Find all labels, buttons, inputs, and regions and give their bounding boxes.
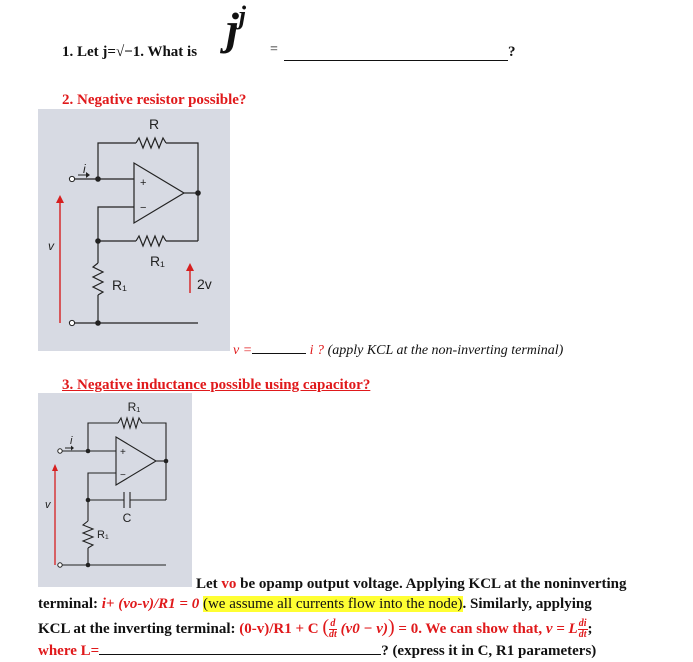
label-r1-left: R₁	[97, 529, 109, 541]
label-c: C	[122, 511, 132, 525]
p1-let: Let	[196, 576, 218, 592]
equals-sign: =	[270, 42, 278, 57]
para-line-4	[38, 640, 596, 662]
answer-blank-3[interactable]	[99, 642, 381, 655]
label-minus: −	[140, 202, 147, 214]
p4-rest: ? (express it in C, R1 parameters)	[381, 643, 597, 659]
label-plus: +	[120, 447, 126, 458]
label-i: i	[70, 435, 73, 447]
negative-resistor-circuit-svg	[38, 109, 230, 351]
answer-blank-2[interactable]	[252, 341, 306, 354]
negative-inductance-circuit-figure	[38, 393, 192, 587]
question-1	[62, 44, 197, 61]
label-i: i	[83, 162, 86, 176]
answer-blank-1[interactable]	[284, 60, 508, 61]
p2-rest: . Similarly, applying	[462, 596, 592, 612]
label-plus: +	[140, 177, 147, 189]
p1-rest: be opamp output voltage. Applying KCL at the noninverting	[240, 576, 627, 592]
p1-vo: vo	[221, 576, 237, 592]
question-1-end: ?	[508, 44, 516, 60]
label-2v: 2v	[197, 276, 212, 292]
p4-where-l: where L=	[38, 643, 100, 659]
p2-highlight: (we assume all currents flow into the node)	[202, 596, 463, 612]
frac-d: d	[330, 618, 336, 630]
answer-v-label: v =	[233, 343, 253, 358]
p2-terminal: terminal:	[38, 596, 98, 612]
p3-kcl: KCL at the inverting terminal:	[38, 621, 236, 637]
para-line-2	[38, 593, 592, 615]
label-v: v	[45, 499, 51, 511]
question-2-title: 2. Negative resistor possible?	[62, 92, 247, 108]
p3-eq-d: v = L	[545, 621, 578, 637]
di-dt-fraction	[578, 619, 588, 640]
label-r1-left: R₁	[112, 277, 127, 293]
label-r-top: R	[148, 116, 160, 132]
question-3-title: 3. Negative inductance possible using capacitor?	[62, 377, 371, 393]
p3-eq-a: (0-v)/R1 + C	[239, 621, 319, 637]
para-line-3: KCL at the inverting terminal: (0-v)/R1 + C ( $\frac{d}{dt}$ (v0 − v)) = 0. We can show that, v = L $\frac{di}{dt}$ ;	[38, 616, 593, 641]
label-r1-top: R₁	[127, 400, 141, 414]
p3-eq-c: = 0. We can show that,	[398, 621, 543, 637]
d-dt-fraction	[329, 619, 337, 640]
frac-dt: dt	[329, 629, 337, 641]
label-minus: −	[120, 470, 126, 481]
para-line-1	[196, 573, 627, 595]
p3-eq-b: (v0 − v)	[340, 621, 388, 637]
p2-equation: i+ (vo-v)/R1 = 0	[101, 596, 200, 612]
j-power-j-expression	[226, 0, 247, 54]
question-1-text: 1. Let j=√−1. What is	[62, 44, 198, 60]
p3-semicolon: ;	[587, 621, 593, 637]
negative-resistor-circuit-figure	[38, 109, 230, 351]
frac-dt2: dt	[578, 629, 587, 641]
frac-di: di	[578, 618, 587, 630]
answer-i-label: i ?	[309, 343, 325, 358]
expr-exponent: j	[238, 0, 247, 30]
negative-inductance-circuit-svg	[38, 393, 192, 587]
label-v: v	[48, 239, 54, 253]
label-r1-right: R₁	[150, 253, 165, 269]
expr-base: j	[226, 3, 239, 54]
question-2-answer-line	[233, 341, 563, 359]
answer-hint: (apply KCL at the non-inverting terminal)	[327, 343, 564, 358]
